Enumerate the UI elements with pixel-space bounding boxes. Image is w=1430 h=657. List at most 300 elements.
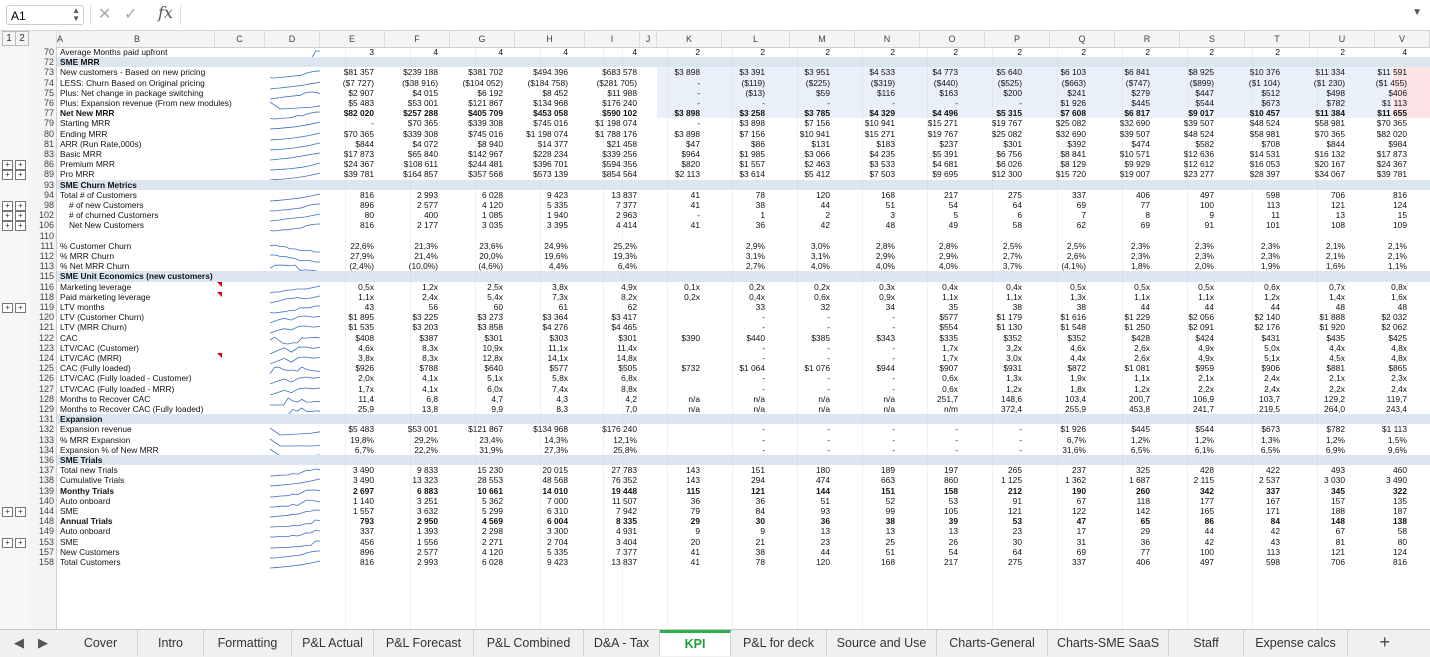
- row-label[interactable]: LTV/CAC (Fully loaded - Customer): [60, 373, 192, 384]
- value-cell[interactable]: 2 993: [417, 189, 438, 200]
- value-cell[interactable]: 77: [1140, 546, 1150, 557]
- value-cell[interactable]: 78: [755, 189, 765, 200]
- value-cell[interactable]: -: [955, 444, 958, 455]
- value-cell[interactable]: $505: [618, 363, 637, 374]
- value-cell[interactable]: -: [955, 424, 958, 435]
- value-cell[interactable]: 157: [1331, 495, 1345, 506]
- value-cell[interactable]: 26: [948, 536, 958, 547]
- value-cell[interactable]: 171: [1266, 506, 1280, 516]
- value-cell[interactable]: 10,9x: [482, 342, 503, 353]
- value-cell[interactable]: 4,7: [491, 393, 503, 404]
- value-cell[interactable]: 1,1%: [1387, 261, 1407, 272]
- value-cell[interactable]: 65: [1140, 516, 1150, 527]
- value-cell[interactable]: 13 323: [412, 475, 438, 486]
- value-cell[interactable]: $683 578: [602, 67, 637, 78]
- value-cell[interactable]: 1,2%: [1325, 434, 1345, 445]
- value-cell[interactable]: $176 240: [602, 98, 637, 108]
- value-cell[interactable]: 2,2x: [1198, 383, 1214, 394]
- value-cell[interactable]: $301: [618, 332, 637, 343]
- value-cell[interactable]: 260: [1136, 485, 1150, 496]
- value-cell[interactable]: 93: [820, 506, 830, 516]
- value-cell[interactable]: 4 569: [482, 516, 503, 527]
- value-cell[interactable]: 896: [360, 200, 374, 210]
- value-cell[interactable]: 19,3%: [613, 251, 637, 261]
- value-cell[interactable]: 122: [1072, 506, 1086, 516]
- value-cell[interactable]: 0,5x: [1134, 281, 1150, 292]
- value-cell[interactable]: 51: [820, 495, 830, 506]
- value-cell[interactable]: 275: [1008, 557, 1022, 567]
- value-cell[interactable]: $405 709: [468, 108, 503, 119]
- value-cell[interactable]: $70 365: [1376, 118, 1407, 129]
- value-cell[interactable]: $3 898: [674, 128, 700, 139]
- value-cell[interactable]: 0,6x: [942, 373, 958, 384]
- value-cell[interactable]: 29,2%: [414, 434, 438, 445]
- value-cell[interactable]: 3 300: [547, 526, 568, 537]
- value-cell[interactable]: $3 066: [804, 149, 830, 159]
- value-cell[interactable]: 3 632: [417, 506, 438, 516]
- value-cell[interactable]: 456: [360, 536, 374, 547]
- value-cell[interactable]: -: [762, 383, 765, 394]
- row-label[interactable]: Pro MRR: [60, 169, 95, 180]
- value-cell[interactable]: $640: [484, 363, 503, 374]
- value-cell[interactable]: $6 103: [1060, 67, 1086, 78]
- comment-indicator-icon[interactable]: [217, 353, 222, 358]
- column-header-r[interactable]: R: [1115, 31, 1180, 47]
- value-cell[interactable]: $24 367: [343, 159, 374, 170]
- value-cell[interactable]: 42: [1270, 526, 1280, 537]
- row-label[interactable]: Premium MRR: [60, 159, 115, 170]
- value-cell[interactable]: 124: [1393, 546, 1407, 557]
- value-cell[interactable]: -: [762, 434, 765, 445]
- value-cell[interactable]: $4 533: [869, 67, 895, 78]
- value-cell[interactable]: $424: [1195, 332, 1214, 343]
- value-cell[interactable]: 243,4: [1386, 404, 1407, 414]
- column-header-n[interactable]: N: [855, 31, 920, 47]
- column-header-h[interactable]: H: [515, 31, 585, 47]
- value-cell[interactable]: 4 120: [482, 546, 503, 557]
- value-cell[interactable]: 3 395: [547, 220, 568, 231]
- value-cell[interactable]: $582: [1195, 138, 1214, 149]
- value-cell[interactable]: $335: [939, 332, 958, 343]
- value-cell[interactable]: 22,2%: [414, 444, 438, 455]
- value-cell[interactable]: $3 225: [412, 312, 438, 323]
- row-label[interactable]: LTV (MRR Churn): [60, 322, 127, 333]
- value-cell[interactable]: (4,6%): [478, 261, 503, 272]
- value-cell[interactable]: 5 335: [547, 200, 568, 210]
- row-number[interactable]: 132: [38, 424, 54, 435]
- value-cell[interactable]: 33: [755, 302, 765, 312]
- sheet-tab-cover[interactable]: Cover: [64, 630, 138, 656]
- value-cell[interactable]: $3 898: [674, 108, 700, 119]
- value-cell[interactable]: 1,6x: [1391, 291, 1407, 302]
- row-number[interactable]: 148: [38, 516, 54, 527]
- value-cell[interactable]: 27 783: [611, 465, 637, 476]
- value-cell[interactable]: 325: [1136, 465, 1150, 476]
- value-cell[interactable]: $1 113: [1382, 424, 1407, 435]
- value-cell[interactable]: $228 234: [533, 149, 568, 159]
- sheet-tab-formatting[interactable]: Formatting: [204, 630, 292, 656]
- row-label[interactable]: ARR (Run Rate,000s): [60, 138, 142, 149]
- value-cell[interactable]: 1,8%: [1130, 261, 1150, 272]
- value-cell[interactable]: 4,2: [625, 393, 637, 404]
- value-cell[interactable]: $1 076: [804, 363, 830, 374]
- value-cell[interactable]: $577: [939, 312, 958, 323]
- value-cell[interactable]: $387: [419, 332, 438, 343]
- value-cell[interactable]: $3 258: [739, 108, 765, 119]
- row-label[interactable]: SME: [60, 506, 79, 516]
- value-cell[interactable]: 3 490: [1386, 475, 1407, 486]
- row-number[interactable]: 83: [43, 149, 54, 159]
- row-label[interactable]: Expansion: [60, 414, 103, 425]
- column-header-e[interactable]: E: [320, 31, 385, 47]
- value-cell[interactable]: $2 091: [1188, 322, 1214, 333]
- value-cell[interactable]: 0,8x: [1391, 281, 1407, 292]
- value-cell[interactable]: 598: [1266, 189, 1280, 200]
- value-cell[interactable]: 58: [1397, 526, 1407, 537]
- value-cell[interactable]: ($1 104): [1248, 77, 1280, 88]
- row-number[interactable]: 131: [38, 414, 54, 425]
- value-cell[interactable]: $2 463: [804, 159, 830, 170]
- value-cell[interactable]: -: [1019, 444, 1022, 455]
- row-number[interactable]: 89: [43, 169, 54, 180]
- value-cell[interactable]: $12 612: [1183, 159, 1214, 170]
- value-cell[interactable]: $6 026: [996, 159, 1022, 170]
- value-cell[interactable]: 255,9: [1065, 404, 1086, 414]
- value-cell[interactable]: -: [892, 434, 895, 445]
- value-cell[interactable]: 7 377: [616, 200, 637, 210]
- value-cell[interactable]: 4,6x: [358, 342, 374, 353]
- expand-group-icon[interactable]: +: [15, 221, 26, 231]
- value-cell[interactable]: $17 873: [1376, 149, 1407, 159]
- value-cell[interactable]: 1,2%: [1194, 434, 1214, 445]
- row-label[interactable]: Annual Trials: [60, 516, 113, 527]
- value-cell[interactable]: 2,3%: [1260, 240, 1280, 251]
- row-label[interactable]: Average Months paid upfront: [60, 47, 168, 57]
- value-cell[interactable]: 5 335: [547, 546, 568, 557]
- value-cell[interactable]: 4: [433, 47, 438, 57]
- value-cell[interactable]: 13 837: [611, 557, 637, 567]
- value-cell[interactable]: 345: [1331, 485, 1345, 496]
- value-cell[interactable]: 54: [948, 546, 958, 557]
- value-cell[interactable]: $183: [876, 138, 895, 149]
- value-cell[interactable]: 4: [1402, 47, 1407, 57]
- sheet-tab-intro[interactable]: Intro: [138, 630, 204, 656]
- value-cell[interactable]: $959: [1195, 363, 1214, 374]
- value-cell[interactable]: $435: [1326, 332, 1345, 343]
- value-cell[interactable]: $7 156: [804, 118, 830, 129]
- value-cell[interactable]: 264,0: [1324, 404, 1345, 414]
- value-cell[interactable]: 34: [885, 302, 895, 312]
- next-sheet-icon[interactable]: ▶: [38, 635, 48, 650]
- value-cell[interactable]: 3,0x: [1006, 353, 1022, 363]
- value-cell[interactable]: $431: [1261, 332, 1280, 343]
- value-cell[interactable]: $3 533: [869, 159, 895, 170]
- value-cell[interactable]: $788: [419, 363, 438, 374]
- value-cell[interactable]: 896: [360, 546, 374, 557]
- value-cell[interactable]: 113: [1266, 200, 1280, 210]
- value-cell[interactable]: ($663): [1061, 77, 1086, 88]
- value-cell[interactable]: 1,4x: [1329, 291, 1345, 302]
- value-cell[interactable]: 1,2%: [1130, 434, 1150, 445]
- value-cell[interactable]: $5 412: [804, 169, 830, 180]
- value-cell[interactable]: (4,1%): [1061, 261, 1086, 272]
- value-cell[interactable]: 29: [1140, 526, 1150, 537]
- value-cell[interactable]: 21: [755, 536, 765, 547]
- value-cell[interactable]: $7 503: [869, 169, 895, 180]
- value-cell[interactable]: 64: [1012, 546, 1022, 557]
- value-cell[interactable]: 6,8x: [621, 373, 637, 384]
- value-cell[interactable]: $4 329: [869, 108, 895, 119]
- value-cell[interactable]: 3,2x: [1006, 342, 1022, 353]
- value-cell[interactable]: $19 767: [991, 118, 1022, 129]
- value-cell[interactable]: 2,5%: [1066, 240, 1086, 251]
- value-cell[interactable]: $39 507: [1183, 118, 1214, 129]
- value-cell[interactable]: 143: [686, 465, 700, 476]
- value-cell[interactable]: 67: [1076, 495, 1086, 506]
- value-cell[interactable]: 2,1%: [1387, 251, 1407, 261]
- value-cell[interactable]: 3: [890, 210, 895, 221]
- value-cell[interactable]: 860: [944, 475, 958, 486]
- value-cell[interactable]: 1 125: [1001, 475, 1022, 486]
- value-cell[interactable]: $881: [1326, 363, 1345, 374]
- value-cell[interactable]: 38: [1076, 302, 1086, 312]
- value-cell[interactable]: $844: [1326, 138, 1345, 149]
- value-cell[interactable]: 3,8x: [358, 353, 374, 363]
- row-label[interactable]: Expansion revenue: [60, 424, 132, 435]
- row-number[interactable]: 76: [43, 98, 54, 108]
- value-cell[interactable]: $25 082: [1055, 118, 1086, 129]
- value-cell[interactable]: 113: [1266, 546, 1280, 557]
- sheet-tab-kpi[interactable]: KPI: [660, 630, 731, 656]
- sheet-tab-charts-sme-saas[interactable]: Charts-SME SaaS: [1048, 630, 1169, 656]
- value-cell[interactable]: -: [827, 353, 830, 363]
- value-cell[interactable]: 13: [948, 526, 958, 537]
- select-all-corner[interactable]: [30, 31, 57, 47]
- value-cell[interactable]: 200,7: [1129, 393, 1150, 404]
- sheet-tab-p-l-forecast[interactable]: P&L Forecast: [374, 630, 474, 656]
- value-cell[interactable]: $907: [939, 363, 958, 374]
- value-cell[interactable]: 138: [1393, 516, 1407, 527]
- value-cell[interactable]: 1 085: [482, 210, 503, 221]
- value-cell[interactable]: -: [892, 342, 895, 353]
- value-cell[interactable]: 406: [1136, 189, 1150, 200]
- value-cell[interactable]: -: [762, 353, 765, 363]
- column-header-p[interactable]: P: [985, 31, 1050, 47]
- value-cell[interactable]: 23,4%: [479, 434, 503, 445]
- value-cell[interactable]: 103,7: [1259, 393, 1280, 404]
- value-cell[interactable]: 816: [1393, 557, 1407, 567]
- value-cell[interactable]: 12,8x: [482, 353, 503, 363]
- value-cell[interactable]: 1,7x: [942, 342, 958, 353]
- value-cell[interactable]: 11,1x: [548, 342, 568, 353]
- row-label[interactable]: Net New MRR: [60, 108, 115, 119]
- row-number[interactable]: 138: [38, 475, 54, 486]
- value-cell[interactable]: 2: [825, 47, 830, 57]
- value-cell[interactable]: $19 767: [927, 128, 958, 139]
- value-cell[interactable]: -: [827, 434, 830, 445]
- value-cell[interactable]: 3 404: [616, 536, 637, 547]
- value-cell[interactable]: $4 681: [932, 159, 958, 170]
- row-label[interactable]: Plus: Net change in package switching: [60, 87, 204, 98]
- value-cell[interactable]: 3 251: [417, 495, 438, 506]
- value-cell[interactable]: (2,4%): [349, 261, 374, 272]
- row-label[interactable]: Net New Customers: [69, 220, 144, 231]
- value-cell[interactable]: 120: [816, 189, 830, 200]
- value-cell[interactable]: 42: [820, 220, 830, 231]
- value-cell[interactable]: $82 020: [1376, 128, 1407, 139]
- value-cell[interactable]: 2,9%: [938, 251, 958, 261]
- column-header-v[interactable]: V: [1375, 31, 1430, 47]
- value-cell[interactable]: -: [892, 312, 895, 323]
- value-cell[interactable]: $15 271: [927, 118, 958, 129]
- row-label[interactable]: New customers - Based on new pricing: [60, 67, 206, 78]
- value-cell[interactable]: $854 564: [602, 169, 637, 180]
- value-cell[interactable]: 9 423: [547, 189, 568, 200]
- column-header-f[interactable]: F: [385, 31, 450, 47]
- value-cell[interactable]: $1 616: [1060, 312, 1086, 323]
- value-cell[interactable]: 54: [948, 200, 958, 210]
- value-cell[interactable]: 493: [1331, 465, 1345, 476]
- value-cell[interactable]: 2,4x: [422, 291, 438, 302]
- value-cell[interactable]: 21,4%: [414, 251, 438, 261]
- name-box-stepper-icon[interactable]: ▲ ▼: [72, 6, 80, 23]
- value-cell[interactable]: 21,3%: [414, 240, 438, 251]
- value-cell[interactable]: $2 056: [1188, 312, 1214, 323]
- value-cell[interactable]: 6: [1017, 210, 1022, 221]
- value-cell[interactable]: 0,6x: [1264, 281, 1280, 292]
- value-cell[interactable]: 38: [755, 546, 765, 557]
- value-cell[interactable]: $10 376: [1249, 67, 1280, 78]
- value-cell[interactable]: $53 001: [407, 98, 438, 108]
- value-cell[interactable]: 121: [1331, 546, 1345, 557]
- value-cell[interactable]: $25 082: [991, 128, 1022, 139]
- value-cell[interactable]: -: [762, 373, 765, 384]
- value-cell[interactable]: 23: [820, 536, 830, 547]
- value-cell[interactable]: 5,8x: [552, 373, 568, 384]
- column-header-c[interactable]: C: [215, 31, 265, 47]
- value-cell[interactable]: -: [892, 444, 895, 455]
- sheet-grid[interactable]: [57, 47, 1430, 629]
- expand-group-icon[interactable]: +: [2, 221, 13, 231]
- value-cell[interactable]: 151: [881, 485, 895, 496]
- expand-group-icon[interactable]: +: [2, 538, 13, 548]
- value-cell[interactable]: 3,1%: [810, 251, 830, 261]
- value-cell[interactable]: 1,1x: [942, 291, 958, 302]
- value-cell[interactable]: 2,1%: [1325, 251, 1345, 261]
- row-label[interactable]: SME Churn Metrics: [60, 179, 137, 190]
- value-cell[interactable]: ($281 705): [596, 77, 637, 88]
- value-cell[interactable]: 11: [1271, 210, 1280, 221]
- row-label[interactable]: Months to Recover CAC (Fully loaded): [60, 404, 204, 414]
- sheet-tab-p-l-actual[interactable]: P&L Actual: [292, 630, 374, 656]
- value-cell[interactable]: 77: [1140, 200, 1150, 210]
- value-cell[interactable]: 2: [1145, 47, 1150, 57]
- value-cell[interactable]: $241: [1067, 87, 1086, 98]
- value-cell[interactable]: $390: [681, 332, 700, 343]
- value-cell[interactable]: 4,8x: [1391, 353, 1407, 363]
- row-label[interactable]: Monthy Trials: [60, 485, 114, 496]
- value-cell[interactable]: $3 614: [739, 169, 765, 180]
- value-cell[interactable]: $237: [939, 138, 958, 149]
- row-number[interactable]: 94: [43, 189, 54, 200]
- value-cell[interactable]: $3 417: [611, 312, 637, 323]
- value-cell[interactable]: $301: [484, 332, 503, 343]
- value-cell[interactable]: 27,3%: [544, 444, 568, 455]
- value-cell[interactable]: $745 016: [533, 118, 568, 129]
- value-cell[interactable]: $512: [1261, 87, 1280, 98]
- value-cell[interactable]: $3 951: [804, 67, 830, 78]
- value-cell[interactable]: 9: [760, 526, 765, 537]
- value-cell[interactable]: 8,3x: [422, 342, 438, 353]
- value-cell[interactable]: 143: [686, 475, 700, 486]
- value-cell[interactable]: 4,8x: [1391, 342, 1407, 353]
- value-cell[interactable]: $8 841: [1060, 149, 1086, 159]
- value-cell[interactable]: -: [892, 353, 895, 363]
- value-cell[interactable]: -: [697, 98, 700, 108]
- value-cell[interactable]: 2 577: [417, 200, 438, 210]
- value-cell[interactable]: 19 448: [611, 485, 637, 496]
- value-cell[interactable]: 197: [944, 465, 958, 476]
- value-cell[interactable]: 1 557: [353, 506, 374, 516]
- value-cell[interactable]: $474: [1131, 138, 1150, 149]
- value-cell[interactable]: 22,6%: [350, 240, 374, 251]
- value-cell[interactable]: 165: [1200, 506, 1214, 516]
- value-cell[interactable]: $445: [1131, 424, 1150, 435]
- value-cell[interactable]: 144: [816, 485, 830, 496]
- expand-group-icon[interactable]: +: [15, 507, 26, 517]
- value-cell[interactable]: $4 072: [412, 138, 438, 149]
- value-cell[interactable]: $17 873: [343, 149, 374, 159]
- value-cell[interactable]: 4,6x: [1070, 342, 1086, 353]
- outline-level-1-button[interactable]: 1: [2, 31, 16, 46]
- value-cell[interactable]: $11 591: [1377, 67, 1407, 78]
- value-cell[interactable]: $82 020: [343, 108, 374, 119]
- column-header-m[interactable]: M: [790, 31, 855, 47]
- value-cell[interactable]: 6 028: [482, 189, 503, 200]
- value-cell[interactable]: $15 720: [1055, 169, 1086, 180]
- value-cell[interactable]: 38: [885, 516, 895, 527]
- value-cell[interactable]: $339 256: [602, 149, 637, 159]
- value-cell[interactable]: ($104 052): [462, 77, 503, 88]
- value-cell[interactable]: $3 391: [739, 67, 765, 78]
- value-cell[interactable]: 2,4x: [1391, 383, 1407, 394]
- value-cell[interactable]: 0,4x: [1006, 281, 1022, 292]
- value-cell[interactable]: 4,4x: [1070, 353, 1086, 363]
- value-cell[interactable]: 5,1x: [487, 373, 503, 384]
- prev-sheet-icon[interactable]: ◀: [14, 635, 24, 650]
- value-cell[interactable]: 3 490: [353, 465, 374, 476]
- value-cell[interactable]: 1,1x: [1198, 291, 1214, 302]
- value-cell[interactable]: 48 568: [542, 475, 568, 486]
- value-cell[interactable]: n/a: [688, 404, 700, 414]
- value-cell[interactable]: 36: [755, 495, 765, 506]
- value-cell[interactable]: $8 925: [1188, 67, 1214, 78]
- row-number[interactable]: 112: [39, 251, 54, 261]
- sheet-tab-expense-calcs[interactable]: Expense calcs: [1244, 630, 1348, 656]
- value-cell[interactable]: 20,0%: [479, 251, 503, 261]
- value-cell[interactable]: 497: [1200, 189, 1214, 200]
- value-cell[interactable]: $544: [1195, 424, 1214, 435]
- comment-indicator-icon[interactable]: [217, 282, 222, 287]
- value-cell[interactable]: 337: [1072, 189, 1086, 200]
- value-cell[interactable]: 1,3%: [1260, 434, 1280, 445]
- value-cell[interactable]: 11,4: [358, 393, 374, 404]
- value-cell[interactable]: $16 053: [1249, 159, 1280, 170]
- value-cell[interactable]: 48: [1335, 302, 1345, 312]
- value-cell[interactable]: $782: [1326, 98, 1345, 108]
- value-cell[interactable]: 31,9%: [479, 444, 503, 455]
- value-cell[interactable]: 41: [690, 557, 700, 567]
